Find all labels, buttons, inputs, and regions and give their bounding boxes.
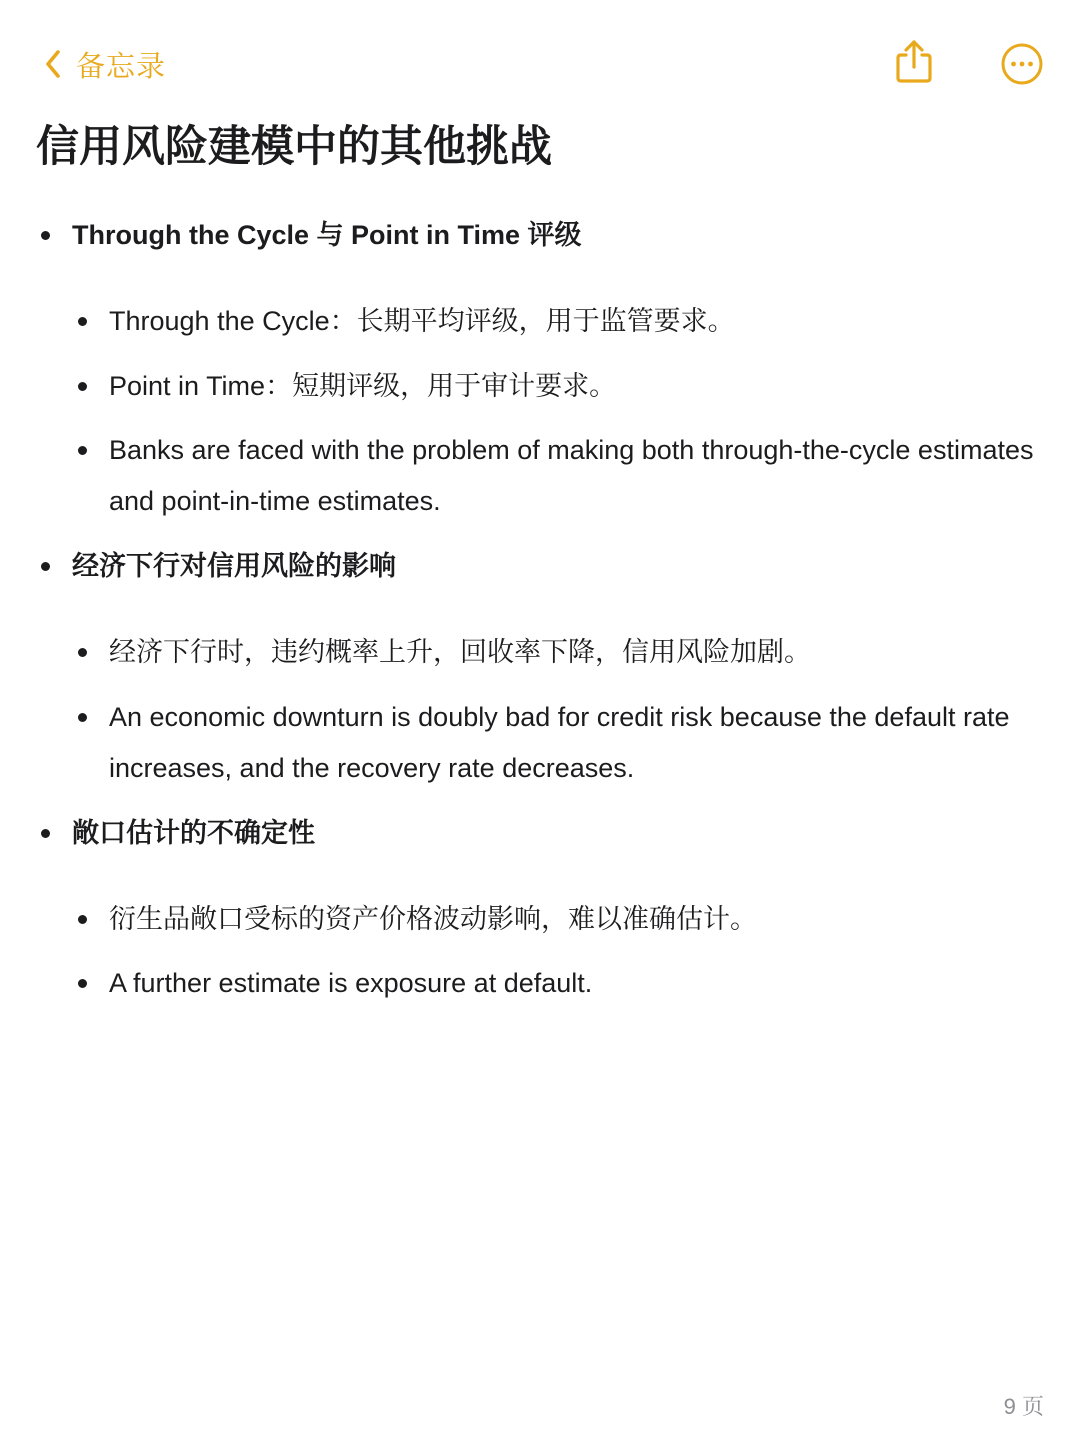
list-item [72,808,1062,859]
list-item-text: 衍生品敞口受标的资产价格波动影响，难以准确估计。 [109,904,757,934]
list-item-text: Banks are faced with the problem of making both through-the-cycle estimates and point-in-time estimates. [109,435,1034,516]
list-item [72,541,1062,592]
bullet-icon [41,562,50,571]
more-icon [1000,42,1044,86]
list-item-text: Through the Cycle：长期平均评级，用于监管要求。 [109,306,735,336]
bullet-icon [78,648,87,657]
list-item-text: An economic downturn is doubly bad for credit risk because the default rate increases, and the recovery rate decreases. [109,702,1010,783]
list-item-text: Point in Time：短期评级，用于审计要求。 [109,371,617,401]
list-item [109,296,1049,347]
note-title: 信用风险建模中的其他挑战 [36,123,552,171]
bullet-icon [78,382,87,391]
list-item-text: 经济下行时，违约概率上升，回收率下降，信用风险加剧。 [109,637,811,667]
bullet-icon [41,829,50,838]
list-item-text: A further estimate is exposure at default. [109,968,593,998]
page-number: 9 页 [1003,1394,1044,1419]
back-button[interactable] [44,40,166,88]
bullet-icon [78,713,87,722]
share-button[interactable] [893,38,935,89]
list-item [72,210,1062,261]
chevron-left-icon [44,49,62,79]
back-button-label: 备忘录 [76,50,167,83]
more-button[interactable] [1000,42,1044,91]
share-icon [893,38,935,84]
bullet-icon [41,231,50,240]
list-item [109,425,1049,527]
bullet-icon [78,446,87,455]
section-heading: Through the Cycle 与 Point in Time 评级 [72,220,582,250]
list-item [109,361,1049,412]
list-item [109,692,1049,794]
navigation-bar [0,0,1080,120]
list-item [109,958,1049,1009]
list-item [109,894,1049,945]
bullet-icon [78,317,87,326]
bullet-icon [78,979,87,988]
section-heading: 敞口估计的不确定性 [72,818,315,848]
list-item [109,627,1049,678]
section-heading: 经济下行对信用风险的影响 [72,551,396,581]
bullet-icon [78,915,87,924]
